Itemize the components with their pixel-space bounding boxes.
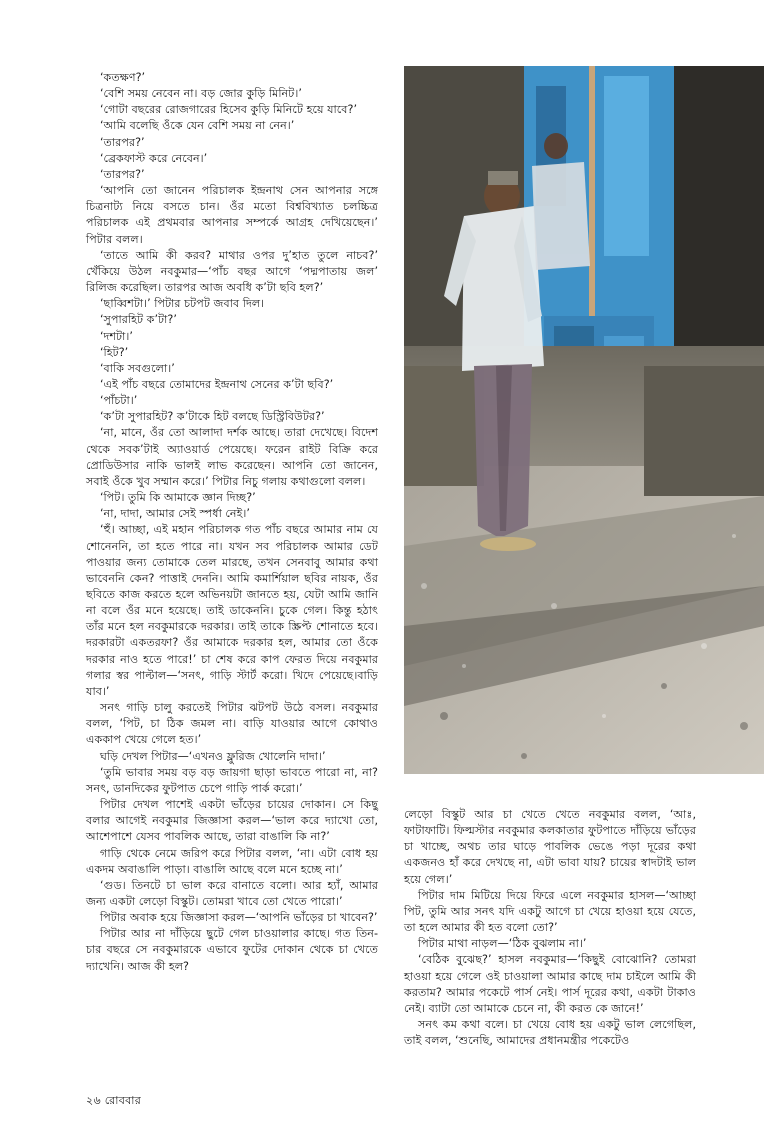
paragraph: ‘না, দাদা, আমার সেই স্পর্ধা নেই।’	[100, 507, 250, 521]
street-tea-stall-photo	[404, 66, 764, 774]
paragraph: পিটার আর না দাঁড়িয়ে ছুটে গেল চাওয়ালার কাছে। গত তিন-চার বছরে সে নবকুমারকে এভাবে ফুটের দোকান থেকে চা খেতে দ্যাখেনি। আজ কী হল?	[86, 927, 378, 973]
paragraph: লেড়ো বিস্কুট আর চা খেতে খেতে নবকুমার বলল, ‘আঃ, ফাটাফাটি। ফিল্মস্টার নবকুমার কলকাতার ফুটপাতে দাঁড়িয়ে ভাঁড়ের চা খাচ্ছে, অথচ তার ঘাড়ে পাবলিক ভেঙে পড়া দূরের কথা একজনও হাঁ করে দেখছে না, এটা ভাবা যায়? চায়ের স্বাদটাই ভাল হয়ে গেল।’	[404, 808, 696, 886]
paragraph: ‘না, মানে, ওঁর তো আলাদা দর্শক আছে। তারা দেখেছে। বিদেশ থেকে সবক’টাই অ্যাওয়ার্ড পেয়েছে। ফরেন রাইট বিক্রি করে প্রোডিউসার নাকি ভালই লাভ করেছেন। আপনি তো জানেন, সবাই ওঁকে খুব সম্মান করে।’ পিটার নিচু গলায় কথাগুলো বলল।	[86, 426, 378, 488]
paragraph: ‘তাতে আমি কী করব? মাথার ওপর দু’হাত তুলে নাচব?’ খেঁকিয়ে উঠল নবকুমার—‘পাঁচ বছর আগে ‘পদ্মপাতায় জল’ রিলিজ করেছিল। তারপর আজ অবধি ক’টা ছবি হল?’	[86, 248, 378, 295]
paragraph: ‘ছাব্বিশটা।’ পিটার চটপট জবাব দিল।	[100, 297, 265, 311]
paragraph: ‘ক’টা সুপারহিট? ক’টাকে হিট বলছে ডিস্ট্রিবিউটর?’	[100, 410, 325, 424]
paragraph: ‘কতক্ষণ?’	[100, 71, 146, 84]
paragraph: ‘পিট। তুমি কি আমাকে জ্ঞান দিচ্ছ?’	[100, 491, 256, 505]
paragraph: ‘গোটা বছরের রোজগারের হিসেব কুড়ি মিনিটে হয়ে যাবে?’	[100, 103, 357, 117]
paragraph: ‘গুড। তিনটে চা ভাল করে বানাতে বলো। আর হ্যাঁ, আমার জন্য একটা লেড়ো বিস্কুট। তোমরা খাবে তো খেতে পারো।’	[86, 878, 378, 908]
paragraph: ‘পাঁচটা।’	[100, 394, 138, 408]
paragraph: ‘তুমি ভাবার সময় বড় বড় জায়গা ছাড়া ভাবতে পারো না, না? সনৎ, ডানদিকের ফুটপাত চেপে গাড়ি পার্ক করো।’	[86, 765, 378, 795]
paragraph: ‘এই পাঁচ বছরে তোমাদের ইন্দ্রনাথ সেনের ক’টা ছবি?’	[100, 377, 334, 391]
paragraph: ‘দশটা।’	[100, 329, 133, 343]
paragraph: ‘ব্রেকফাস্ট করে নেবেন।’	[100, 151, 208, 165]
article-column-left	[86, 70, 378, 975]
paragraph: ‘আপনি তো জানেন পরিচালক ইন্দ্রনাথ সেন আপনার সঙ্গে চিত্রনাট্য নিয়ে বসতে চান। ওঁর মতো বিশ্ববিখ্যাত চলচ্চিত্র পরিচালক এই প্রথমবার আপনার সম্পর্কে আগ্রহ দেখিয়েছেন।’ পিটার বলল।	[86, 184, 378, 246]
paragraph: ‘সুপারহিট ক’টা?’	[100, 313, 177, 327]
paragraph: ‘তারপর?’	[100, 135, 145, 149]
paragraph: সনৎ কম কথা বলে। চা খেয়ে বোধ হয় একটু ভাল লেগেছিল, তাই বলল, ‘শুনেছি, আমাদের প্রধানমন্ত্রীর পকেটেও	[404, 1018, 696, 1048]
paragraph: ‘বেঠিক বুঝেছ?’ হাসল নবকুমার—‘কিছুই বোঝোনি? তোমরা হাওয়া হয়ে গেলে ওই চাওয়ালা আমার কাছে দাম চাইলে আমি কী করতাম? আমার পকেটে পার্স নেই। পার্স দূরের কথা, একটা টাকাও নেই। ব্যাটা তো আমাকে চেনে না, কী করত কে জানে!’	[404, 953, 696, 1015]
paragraph: ‘বেশি সময় নেবেন না। বড় জোর কুড়ি মিনিট।’	[100, 87, 302, 101]
paragraph: ‘বাকি সবগুলো।’	[100, 361, 175, 375]
paragraph: ঘড়ি দেখল পিটার—‘এখনও ফ্লুরিজ খোলেনি দাদা।’	[100, 749, 326, 763]
paragraph: গাড়ি থেকে নেমে জরিপ করে পিটার বলল, ‘না। এটা বোধ হয় একদম অবাঙালি পাড়া। বাঙালি আছে বলে মনে হচ্ছে না।’	[86, 846, 378, 876]
article-column-right	[404, 807, 696, 1049]
paragraph: পিটার দাম মিটিয়ে দিয়ে ফিরে এলে নবকুমার হাসল—‘আচ্ছা পিট, তুমি আর সনৎ যদি একটু আগে চা খেয়ে হাওয়া হয়ে যেতে, তা হলে আমার কী হত বলো তো?’	[404, 888, 696, 935]
paragraph: পিটার অবাক হয়ে জিজ্ঞাসা করল—‘আপনি ভাঁড়ের চা খাবেন?’	[100, 911, 378, 925]
page-number: ২৬	[86, 1094, 101, 1107]
paragraph: ‘হুঁ। আচ্ছা, এই মহান পরিচালক গত পাঁচ বছরে আমার নাম যে শোনেননি, তা হতে পারে না। যখন সব পরিচালক আমার ডেট পাওয়ার জন্য তোমাকে তেল মারছে, তখন সেনবাবু আমার কথা ভাবেননি কেন? পাত্তাই দেননি। আমি কমার্শিয়াল ছবির নায়ক, ওঁর ছবিতে কাজ করতে হলে অভিনয়টা জানতে হয়, যেটা আমি জানি না বলে ওঁর মনে হয়েছে। তাই ডাকেননি। চুকে গেল। কিন্তু হঠাৎ তাঁর মনে হল নবকুমারকে দরকার। তাই তাকে স্ক্রিপ্ট শোনাতে হবে। দরকারটা একতরফা? ওঁর আমাকে দরকার হল, আমার তো ওঁকে দরকার নাও হতে পারে!’ চা শেষ করে কাপ ফেরত দিয়ে নবকুমার গলার স্বর পাল্টাল—‘সনৎ, গাড়ি স্টার্ট করো। খিদে পেয়েছে।বাড়ি যাব।’	[86, 523, 378, 698]
paragraph: সনৎ গাড়ি চালু করতেই পিটার ঝটপট উঠে বসল। নবকুমার বলল, ‘পিট, চা ঠিক জমল না। বাড়ি যাওয়ার আগে কোথাও এককাপ খেয়ে গেলে হত।’	[86, 701, 378, 747]
magazine-name: রোববার	[104, 1094, 142, 1107]
page-footer	[86, 1092, 141, 1111]
paragraph: ‘তারপর?’	[100, 167, 145, 181]
paragraph: পিটার দেখল পাশেই একটা ভাঁড়ের চায়ের দোকান। সে কিছু বলার আগেই নবকুমার জিজ্ঞাসা করল—‘ভাল করে দ্যাখো তো, আশেপাশে যেসব পাবলিক আছে, তারা বাঙালি কি না?’	[86, 798, 378, 844]
paragraph: ‘হিট?’	[100, 345, 129, 359]
paragraph: পিটার মাথা নাড়ল—‘ঠিক বুঝলাম না।’	[418, 937, 587, 951]
paragraph: ‘আমি বলেছি ওঁকে যেন বেশি সময় না নেন।’	[100, 119, 295, 133]
